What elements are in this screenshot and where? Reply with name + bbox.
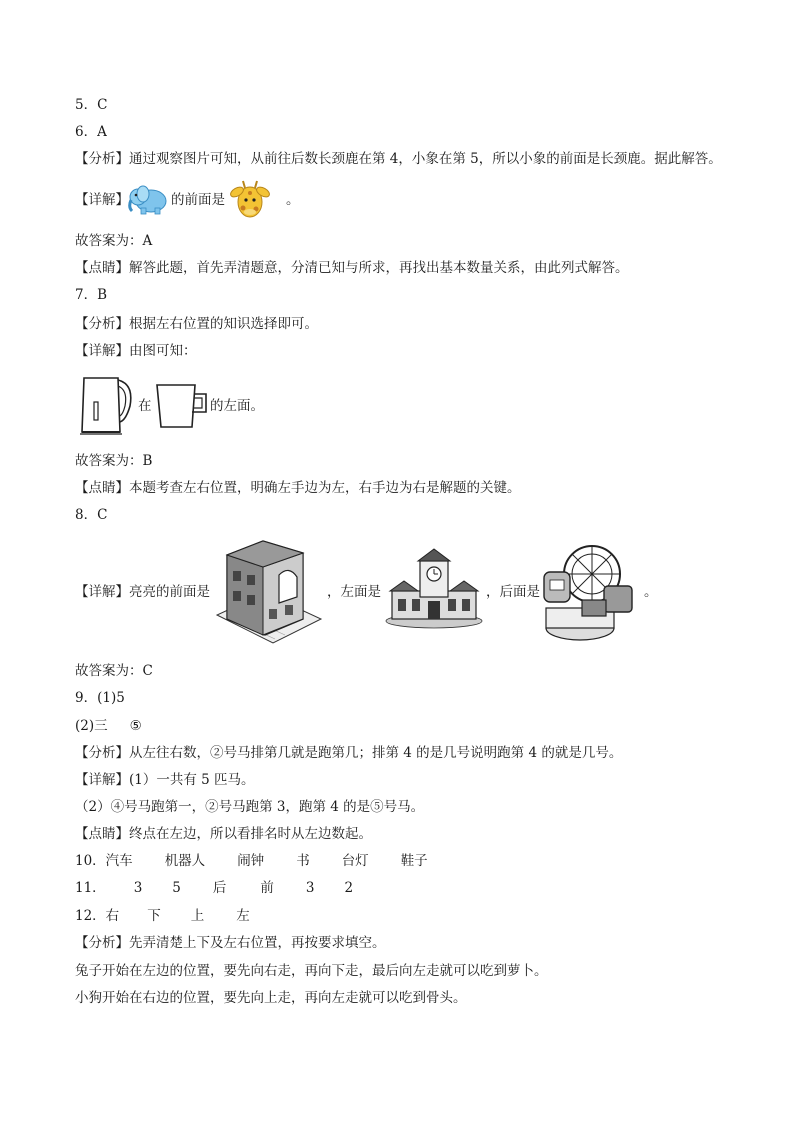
- answer-6: 6．A: [75, 124, 107, 140]
- kettle-icon: [76, 372, 136, 438]
- detail-8-left: ，左面是: [327, 584, 381, 600]
- answer-11-item: 3: [305, 880, 315, 896]
- answer-11-item: 2: [344, 880, 354, 896]
- detail-6-end: 。: [286, 192, 300, 208]
- giraffe-icon: [228, 178, 272, 222]
- answer-10-item: 书: [296, 853, 310, 869]
- answer-7: 7．B: [75, 287, 108, 303]
- answer-11-number: 11．: [75, 880, 106, 896]
- answer-9-part1: 9．(1)5: [75, 690, 125, 706]
- answer-5: 5．C: [75, 97, 108, 113]
- answer-10: [75, 851, 428, 871]
- answer-9-part2-b: ⑤: [129, 718, 142, 734]
- comment-6: 【点睛】解答此题，首先弄清题意，分清已知与所求，再找出基本数量关系，由此列式解答。: [75, 260, 629, 276]
- detail-7-mid: 在: [138, 398, 152, 414]
- answer-10-item: 10．汽车: [75, 853, 133, 869]
- clock-tower-icon: [384, 547, 484, 629]
- detail-9-line2: （2）④号马跑第一，②号马跑第 3，跑第 4 的是⑤号马。: [75, 799, 425, 815]
- answer-12-item: 左: [236, 908, 250, 924]
- answer-line-8: 故答案为：C: [75, 663, 153, 679]
- answer-line-7: 故答案为：B: [75, 453, 153, 469]
- comment-7: 【点睛】本题考查左右位置，明确左手边为左，右手边为右是解题的关键。: [75, 480, 521, 496]
- detail-7: 【详解】由图可知：: [75, 343, 197, 359]
- answer-8: 8．C: [75, 507, 108, 523]
- answer-11-item: 前: [260, 880, 274, 896]
- building-icon: [213, 535, 323, 645]
- detail-8-end: 。: [644, 584, 658, 600]
- answer-10-item: 鞋子: [400, 853, 428, 869]
- analysis-12: 【分析】先弄清楚上下及左右位置，再按要求填空。: [75, 935, 386, 951]
- detail-7-end: 的左面。: [210, 398, 264, 414]
- analysis-6: 【分析】通过观察图片可知，从前往后数长颈鹿在第 4，小象在第 5，所以小象的前面是长颈鹿。据此解答。: [75, 151, 722, 167]
- answer-11: [75, 878, 353, 898]
- detail-8-prefix: 【详解】亮亮的前面是: [75, 584, 210, 600]
- answer-12-item: 12．右: [75, 908, 120, 924]
- answer-9-part2: [75, 716, 142, 736]
- detail-8-back: ，后面是: [486, 584, 540, 600]
- answer-12-item: 下: [147, 908, 161, 924]
- answer-11-item: 5: [172, 880, 181, 896]
- answer-10-item: 机器人: [164, 853, 206, 869]
- comment-9: 【点睛】终点在左边，所以看排名时从左边数起。: [75, 826, 372, 842]
- cup-icon: [154, 382, 210, 430]
- answer-10-item: 台灯: [341, 853, 369, 869]
- answer-12: [75, 906, 250, 926]
- answer-11-item: 后: [212, 880, 227, 896]
- answer-10-item: 闹钟: [237, 853, 265, 869]
- detail-6-mid: 的前面是: [171, 192, 225, 208]
- detail-6-prefix: 【详解】: [75, 192, 129, 208]
- answer-9-part2-a: (2)三: [75, 718, 108, 734]
- answer-11-item: 3: [133, 880, 143, 896]
- ferris-wheel-icon: [540, 542, 640, 644]
- analysis-7: 【分析】根据左右位置的知识选择即可。: [75, 316, 318, 332]
- answer-12-item: 上: [190, 908, 205, 924]
- elephant-icon: [127, 182, 169, 216]
- analysis-9: 【分析】从左往右数，②号马排第几就是跑第几；排第 4 的是几号说明跑第 4 的就是几号。: [75, 745, 623, 761]
- explanation-12-line1: 兔子开始在左边的位置，要先向右走，再向下走，最后向左走就可以吃到萝卜。: [75, 963, 548, 979]
- answer-line-6: 故答案为：A: [75, 233, 153, 249]
- detail-9-line1: 【详解】(1）一共有 5 匹马。: [75, 772, 255, 788]
- explanation-12-line2: 小狗开始在右边的位置，要先向上走，再向左走就可以吃到骨头。: [75, 990, 467, 1006]
